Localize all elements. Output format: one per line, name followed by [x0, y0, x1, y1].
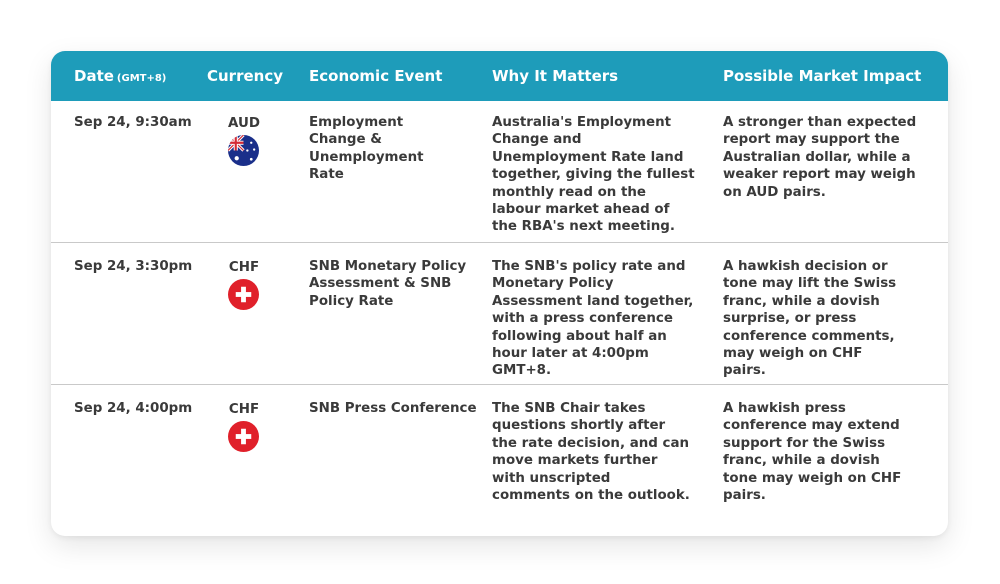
header-date-timezone: (GMT+8) — [116, 73, 167, 84]
row-date: Sep 24, 9:30am — [74, 115, 192, 130]
row-why: The SNB's policy rate and Monetary Policy Assessment land together, with a press conference following about half an hour later at 4:00pm GMT+8. — [492, 259, 694, 379]
row-event: SNB Monetary Policy Assessment & SNB Policy Rate — [309, 259, 467, 309]
header-economic-event: Economic Event — [309, 67, 443, 85]
row-date: Sep 24, 4:00pm — [74, 401, 193, 416]
switzerland-flag-icon — [228, 421, 259, 452]
row-event: SNB Press Conference — [309, 401, 477, 416]
header-date-label: Date — [74, 67, 114, 85]
currency-code: CHF — [228, 402, 260, 417]
currency-code: CHF — [228, 260, 260, 275]
header-why-it-matters: Why It Matters — [492, 67, 619, 85]
table-row — [51, 243, 948, 384]
table-row — [51, 101, 948, 242]
row-event: Employment Change & Unemployment Rate — [309, 115, 424, 183]
row-date: Sep 24, 3:30pm — [74, 259, 193, 274]
header-currency: Currency — [207, 67, 284, 85]
row-why: The SNB Chair takes questions shortly after the rate decision, and can move markets further with unscripted comments on the outlook. — [492, 401, 690, 504]
table-row — [51, 385, 948, 536]
row-impact: A hawkish press conference may extend support for the Swiss franc, while a dovish tone may weigh on CHF pairs. — [723, 401, 902, 504]
row-impact: A hawkish decision or tone may lift the Swiss franc, while a dovish surprise, or press conference comments, may weigh on CHF pairs. — [723, 259, 897, 379]
row-currency — [224, 401, 264, 418]
table-header — [51, 51, 948, 101]
header-date — [74, 66, 166, 89]
switzerland-flag-icon — [228, 279, 259, 310]
row-currency — [224, 259, 264, 276]
australia-flag-icon — [228, 135, 259, 166]
currency-code: AUD — [228, 116, 260, 131]
header-possible-market-impact: Possible Market Impact — [723, 67, 922, 85]
row-impact: A stronger than expected report may support the Australian dollar, while a weaker report may weigh on AUD pairs. — [723, 115, 917, 200]
row-why: Australia's Employment Change and Unemployment Rate land together, giving the fullest monthly read on the labour market ahead of the RBA's next meeting. — [492, 115, 695, 235]
row-currency — [224, 115, 264, 132]
economic-calendar-card — [51, 51, 948, 536]
